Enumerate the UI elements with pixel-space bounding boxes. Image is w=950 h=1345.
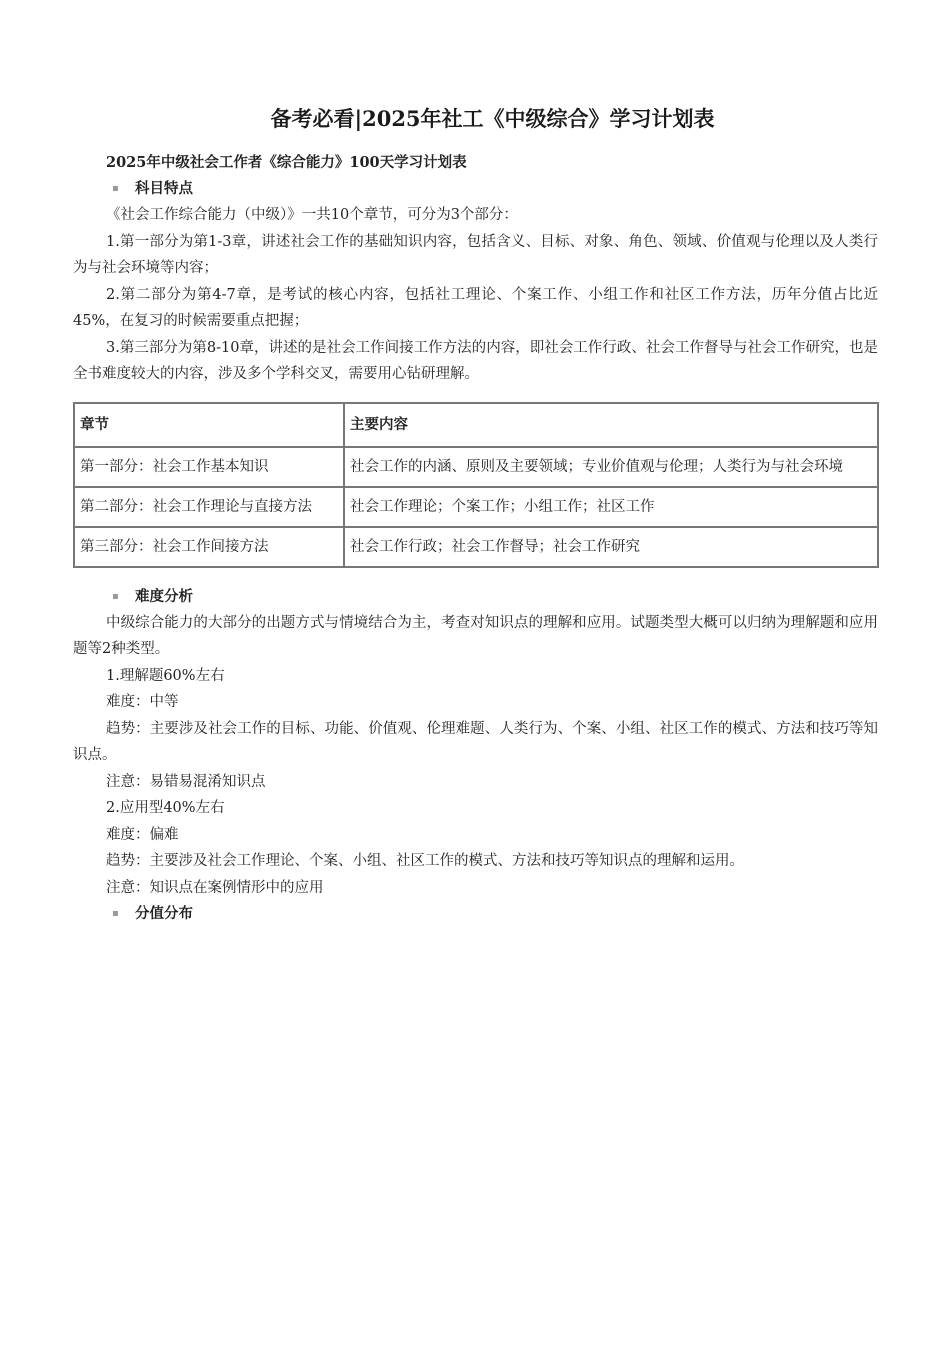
paragraph: 中级综合能力的大部分的出题方式与情境结合为主，考查对知识点的理解和应用。试题类型大概可以归纳为理解题和应用题等2种类型。 — [73, 614, 878, 657]
table-cell: 第二部分：社会工作理论与直接方法 — [74, 487, 344, 527]
paragraph: 1.第一部分为第1-3章，讲述社会工作的基础知识内容，包括含义、目标、对象、角色、领域、价值观与伦理以及人类行为与社会环境等内容； — [73, 233, 878, 276]
paragraph: 3.第三部分为第8-10章，讲述的是社会工作间接工作方法的内容，即社会工作行政、社会工作督导与社会工作研究，也是全书难度较大的内容，涉及多个学科交叉，需要用心钻研理解。 — [73, 339, 878, 382]
section-heading-features — [73, 176, 878, 202]
paragraph: 2.第二部分为第4-7章，是考试的核心内容，包括社工理论、个案工作、小组工作和社区工作方法，历年分值占比近45%，在复习的时候需要重点把握； — [73, 286, 878, 329]
bullet-icon: ▪ — [112, 183, 119, 194]
table-cell: 第三部分：社会工作间接方法 — [74, 527, 344, 567]
bullet-icon: ▪ — [112, 908, 119, 919]
paragraph: 趋势：主要涉及社会工作的目标、功能、价值观、伦理难题、人类行为、个案、小组、社区工作的模式、方法和技巧等知识点。 — [73, 720, 878, 763]
table-header-chapter: 章节 — [74, 403, 344, 447]
paragraph: 注意：易错易混淆知识点 — [106, 773, 266, 790]
paragraph: 趋势：主要涉及社会工作理论、个案、小组、社区工作的模式、方法和技巧等知识点的理解和运用。 — [106, 853, 744, 869]
page-title: 备考必看|2025年社工《中级综合》学习计划表 — [270, 106, 715, 131]
table-row — [74, 527, 878, 567]
section-heading-difficulty — [73, 584, 878, 610]
table-header-row — [74, 403, 878, 447]
paragraph: 难度：中等 — [106, 694, 179, 710]
article-subtitle: 2025年中级社会工作者《综合能力》100天学习计划表 — [106, 154, 467, 171]
article-content — [73, 150, 878, 927]
table-header-content: 主要内容 — [344, 403, 878, 447]
paragraph: 难度：偏难 — [106, 826, 179, 843]
table-row — [74, 487, 878, 527]
table-row — [74, 447, 878, 487]
table-cell: 社会工作的内涵、原则及主要领域；专业价值观与伦理；人类行为与社会环境 — [344, 447, 878, 487]
section-heading-label: 科目特点 — [135, 180, 193, 197]
table-cell: 社会工作理论；个案工作；小组工作；社区工作 — [344, 487, 878, 527]
section-heading-label: 难度分析 — [135, 587, 193, 605]
bullet-icon: ▪ — [112, 590, 119, 602]
table-cell: 第一部分：社会工作基本知识 — [74, 447, 344, 487]
section-heading-label: 分值分布 — [135, 905, 193, 922]
paragraph: 注意：知识点在案例情形中的应用 — [106, 879, 324, 896]
table-cell: 社会工作行政；社会工作督导；社会工作研究 — [344, 527, 878, 567]
paragraph: 1.理解题60%左右 — [106, 667, 225, 684]
section-heading-scores — [73, 901, 878, 927]
paragraph: 2.应用型40%左右 — [106, 800, 225, 816]
paragraph: 《社会工作综合能力（中级）》一共10个章节，可分为3个部分： — [106, 207, 518, 223]
chapter-table — [73, 402, 879, 568]
